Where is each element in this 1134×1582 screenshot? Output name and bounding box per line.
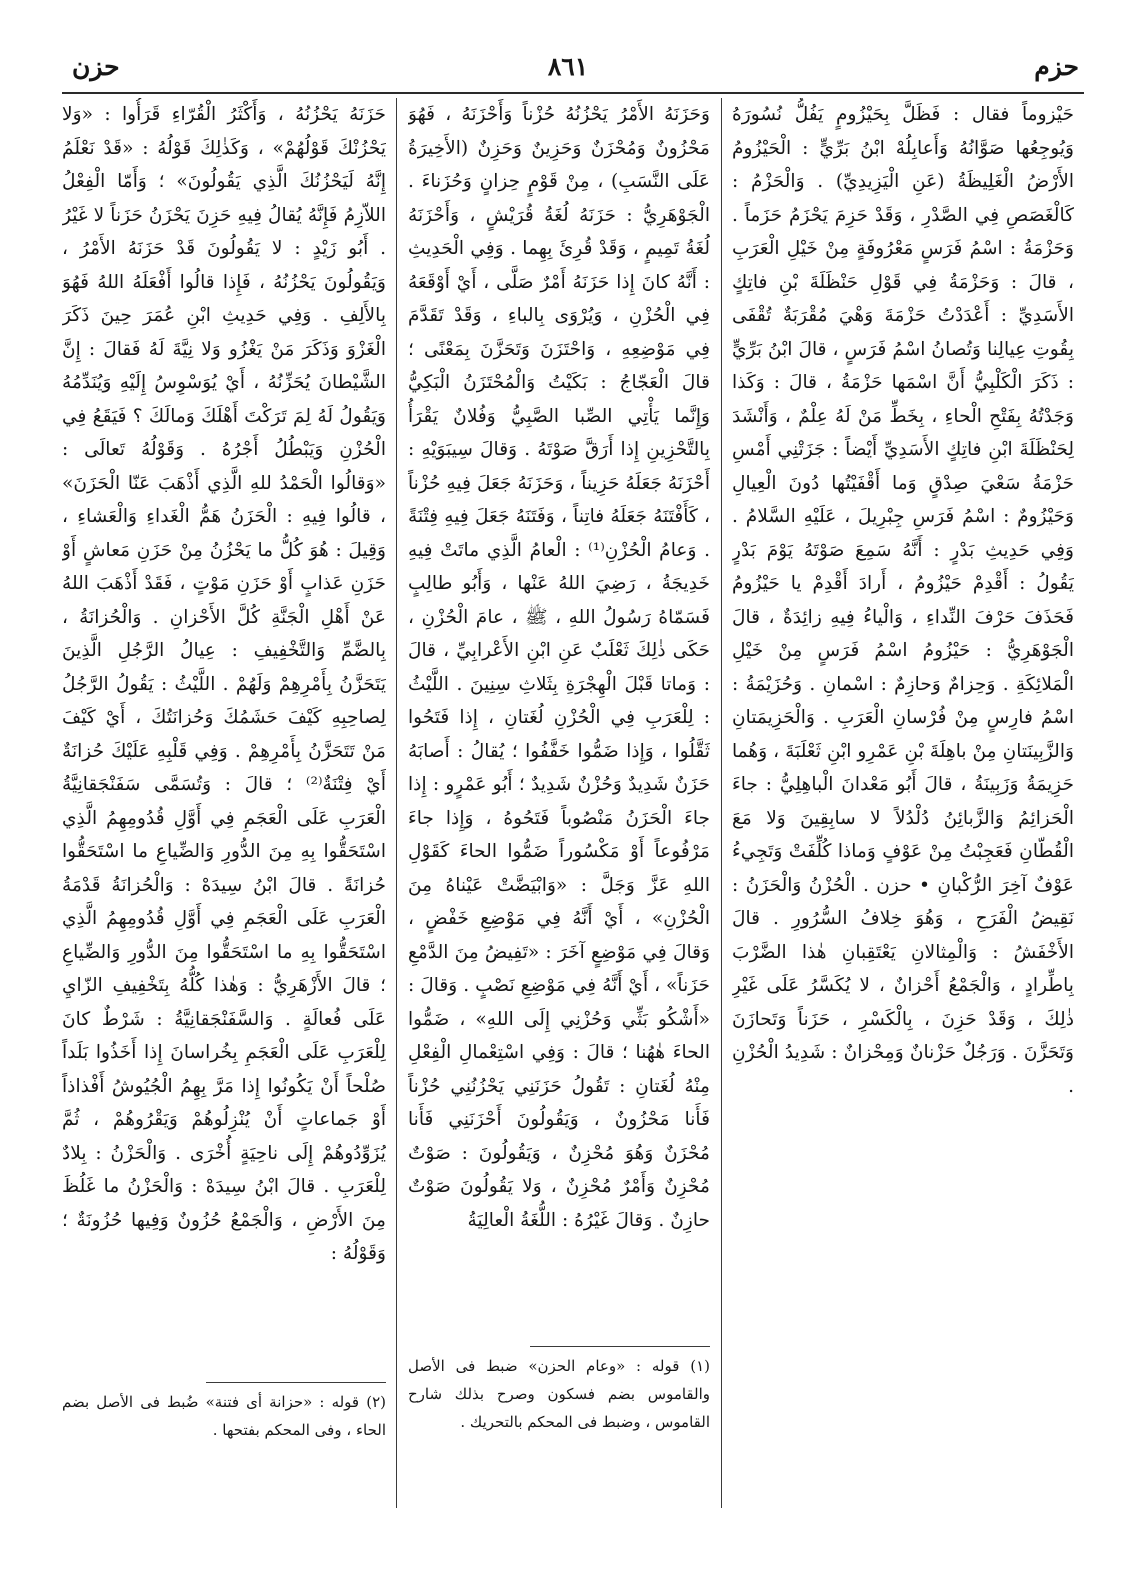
column-divider-left: [396, 98, 397, 1508]
footnote-rule-left: [206, 1382, 386, 1383]
header-rule: [62, 92, 1084, 94]
column-right: [732, 98, 1074, 1508]
header-right-word: حزم: [1034, 52, 1079, 81]
column-left: [62, 98, 386, 1368]
header-left-word: حزن: [72, 52, 120, 81]
footnote-left: (٢) قوله : «حزانة أى فتنة» ضُبط فى الأصل بضم الحاء ، وفى المحكم بفتحها .: [62, 1393, 386, 1439]
footnote-middle: (١) قوله : «وعام الحزن» ضبط فى الأصل والقاموس بضم فسكون وصرح بذلك شارح القاموس ، وضبط فى المحكم بالتحريك .: [408, 1357, 710, 1431]
footnote-rule-middle: [530, 1346, 710, 1347]
column-right-text: حَيْزوماً فقال : فَظَلَّ بِحَيْزُومٍ يَفُلُّ نُسُورَهُ وَيُوجِعُها صَوَّانُهُ وَأَعابِلُهْ ابْنُ بَرِّيٍّ : الْحَيْزُومُ الأَرْضُ الْغَلِيظَةُ (عَنِ الْيَزِيدِيِّ) . وَالْحَزْمُ : كَالْغَصَصِ فِي الصَّدْرِ ، وَقَدْ حَزِمَ يَحْزَمُ حَزَماً . وَحَزْمَةُ : اسْمُ فَرَسٍ مَعْرُوفَةٍ مِنْ خَيْلِ الْعَرَبِ ، قالَ : وَحَزْمَةُ فِي قَوْلِ حَنْظَلَةَ بْنِ فاتِكٍ الأَسَدِيِّ : أَعْدَدْتُ حَزْمَةَ وَهْيَ مُقْرَبَةٌ تُقْفَى بِقُوتِ عِيالِنا وَتُصانُ اسْمُ فَرَسٍ ، قالَ ابْنُ بَرِّيٍّ : ذَكَرَ الْكَلْبِيُّ أَنَّ اسْمَها حَزْمَةُ ، قالَ : وَكَذا وَجَدْتُهُ بِفَتْحِ الْحاءِ ، بِخَطِّ مَنْ لَهُ عِلْمٌ ، وَأَنْشَدَ لِحَنْظَلَةَ ابْنِ فاتِكٍ الأَسَدِيِّ أَيْضاً : جَزَتْنِي أَمْسِ حَزْمَةُ سَعْيَ صِدْقٍ وَما أَقْفَيْتُها دُونَ الْعِيالِ وَحَيْزُومٌ : اسْمُ فَرَسِ جِبْرِيلَ ، عَلَيْهِ السَّلامُ . وَفِي حَدِيثِ بَدْرٍ : أَنَّهُ سَمِعَ صَوْتَهُ يَوْمَ بَدْرٍ يَقُولُ : أَقْدِمْ حَيْزُومُ ، أَرادَ أَقْدِمْ يا حَيْزُومُ فَحَذَفَ حَرْفَ النِّداءِ ، وَالْياءُ فِيهِ زائِدَةٌ ، قالَ الْجَوْهَرِيُّ : حَيْزُومُ اسْمُ فَرَسٍ مِنْ خَيْلِ الْمَلائِكَةِ . وَحِزامٌ وَحازِمٌ : اسْمانِ . وَحُزَيْمَةُ : اسْمُ فارِسٍ مِنْ فُرْسانِ الْعَرَبِ . وَالْحَزِيمَتانِ وَالزَّبِينَتانِ مِنْ باهِلَةَ بْنِ عَمْرِو ابْنِ ثَعْلَبَةَ ، وَهُما حَزِيمَةُ وَزَبِينَةُ ، قالَ أَبُو مَعْدانَ الْباهِلِيُّ : جاءَ الْحَزائِمُ وَالزَّبائِنُ دُلْدُلاً لا سابِقِينَ وَلا مَعَ الْقُطّانِ فَعَجِبْتُ مِنْ عَوْفٍ وَماذا كُلِّفَتْ وَتَجِيءُ عَوْفٌ آخِرَ الرُّكْبانِ • حزن . الْحُزْنُ وَالْحَزَنُ : نَقِيضُ الْفَرَحِ ، وَهُوَ خِلافُ السُّرُورِ . قالَ الأَخْفَشُ : وَالْمِثالانِ يَعْتَقِبانِ هٰذا الضَّرْبَ بِاطِّرادٍ ، وَالْجَمْعُ أَحْزانٌ ، لا يُكَسَّرُ عَلَى غَيْرِ ذٰلِكَ ، وَقَدْ حَزِنَ ، بِالْكَسْرِ ، حَزَناً وَتَحازَنَ وَتَحَزَّنَ . وَرَجُلٌ حَزْنانٌ وَمِحْزانٌ : شَدِيدُ الْحُزْنِ .: [732, 104, 1074, 1097]
column-divider-right: [721, 98, 722, 1508]
page-number: ٨٦١: [547, 52, 589, 81]
column-middle: [408, 98, 710, 1333]
column-middle-text: وَحَزَنَهُ الأَمْرُ يَحْزُنُهُ حُزْناً وَأَحْزَنَهُ ، فَهُوَ مَحْزُونٌ وَمُحْزَنٌ وَحَزِينٌ وَحَزِنٌ (الأَخِيرَةُ عَلَى النَّسَبِ) ، مِنْ قَوْمٍ حِزانٍ وَحُزَناءَ . الْجَوْهَرِيُّ : حَزَنَهُ لُغَةُ قُرَيْشٍ ، وَأَحْزَنَهُ لُغَةُ تَمِيمٍ ، وَقَدْ قُرِئَ بِهِما . وَفِي الْحَدِيثِ : أَنَّهُ كانَ إِذا حَزَنَهُ أَمْرٌ صَلَّى ، أَيْ أَوْقَعَهُ فِي الْحُزْنِ ، وَيُرْوَى بِالباءِ ، وَقَدْ تَقَدَّمَ فِي مَوْضِعِهِ ، وَاحْتَزَنَ وَتَحَزَّنَ بِمَعْنًى ؛ قالَ الْعَجّاجُ : بَكَيْتُ وَالْمُحْتَزَنُ الْبَكِيُّ وَإِنَّما يَأْتِي الصِّبا الصَّبِيُّ وَفُلانٌ يَقْرَأُ بِالتَّحْزِينِ إِذا أَرَقَّ صَوْتَهُ . وَقالَ سِيبَوَيْهِ : أَحْزَنَهُ جَعَلَهُ حَزِيناً ، وَحَزَنَهُ جَعَلَ فِيهِ حُزْناً ، كَأَفْتَنَهُ جَعَلَهُ فاتِناً ، وَفَتَنَهُ جَعَلَ فِيهِ فِتْنَةً . وَعامُ الْحُزْنِ⁽¹⁾ : الْعامُ الَّذِي ماتَتْ فِيهِ خَدِيجَةُ ، رَضِيَ اللهُ عَنْها ، وَأَبُو طالِبٍ فَسَمّاهُ رَسُولُ اللهِ ، ﷺ ، عامَ الْحُزْنِ ، حَكَى ذٰلِكَ ثَعْلَبٌ عَنِ ابْنِ الأَعْرابِيِّ ، قالَ : وَماتا قَبْلَ الْهِجْرَةِ بِثَلاثِ سِنِينَ . اللَّيْثُ : لِلْعَرَبِ فِي الْحُزْنِ لُغَتانِ ، إِذا فَتَحُوا ثَقَّلُوا ، وَإِذا ضَمُّوا خَفَّفُوا ؛ يُقالُ : أَصابَهُ حَزَنٌ شَدِيدٌ وَحُزْنٌ شَدِيدٌ ؛ أَبُو عَمْرٍو : إِذا جاءَ الْحَزَنُ مَنْصُوباً فَتَحُوهُ ، وَإِذا جاءَ مَرْفُوعاً أَوْ مَكْسُوراً ضَمُّوا الحاءَ كَقَوْلِ اللهِ عَزَّ وَجَلَّ : «وَابْيَضَّتْ عَيْناهُ مِنَ الْحُزْنِ» ، أَيْ أَنَّهُ فِي مَوْضِعِ خَفْضٍ ، وَقالَ فِي مَوْضِعٍ آخَرَ : «تَفِيضُ مِنَ الدَّمْعِ حَزَناً» ، أَيْ أَنَّهُ فِي مَوْضِعِ نَصْبٍ . وَقالَ : «أَشْكُو بَثِّي وَحُزْنِي إِلَى اللهِ» ، ضَمُّوا الحاءَ هٰهُنا ؛ قالَ : وَفِي اسْتِعْمالِ الْفِعْلِ مِنْهُ لُغَتانِ : تَقُولُ حَزَنَنِي يَحْزُنُنِي حُزْناً فَأَنا مَحْزُونٌ ، وَيَقُولُونَ أَحْزَنَنِي فَأَنا مُحْزَنٌ وَهُوَ مُحْزِنٌ ، وَيَقُولُونَ : صَوْتٌ مُحْزِنٌ وَأَمْرٌ مُحْزِنٌ ، وَلا يَقُولُونَ صَوْتٌ حازِنٌ . وَقالَ غَيْرُهُ : اللُّغَةُ الْعالِيَةُ: [408, 104, 710, 1231]
column-left-text: حَزَنَهُ يَحْزُنُهُ ، وَأَكْثَرُ الْقُرّاءِ قَرَأُوا : «وَلا يَحْزُنْكَ قَوْلُهُمْ» ، وَكَذٰلِكَ قَوْلُهُ : «قَدْ نَعْلَمُ إِنَّهُ لَيَحْزُنُكَ الَّذِي يَقُولُونَ» ؛ وَأَمّا الْفِعْلُ اللاّزِمُ فَإِنَّهُ يُقالُ فِيهِ حَزِنَ يَحْزَنُ حَزَناً لا غَيْرُ . أَبُو زَيْدٍ : لا يَقُولُونَ قَدْ حَزَنَهُ الأَمْرُ ، وَيَقُولُونَ يَحْزُنُهُ ، فَإِذا قالُوا أَفْعَلَهُ اللهُ فَهُوَ بِالأَلِفِ . وَفِي حَدِيثِ ابْنِ عُمَرَ حِينَ ذَكَرَ الْغَزْوَ وَذَكَرَ مَنْ يَغْزُو وَلا نِيَّةَ لَهُ فَقالَ : إِنَّ الشَّيْطانَ يُحَزِّنُهُ ، أَيْ يُوَسْوِسُ إِلَيْهِ وَيُنَدِّمُهُ وَيَقُولُ لَهُ لِمَ تَرَكْتَ أَهْلَكَ وَمالَكَ ؟ فَيَقَعُ فِي الْحُزْنِ وَيَبْطُلُ أَجْرُهُ . وَقَوْلُهُ تَعالَى : «وَقالُوا الْحَمْدُ للهِ الَّذِي أَذْهَبَ عَنّا الْحَزَنَ» ، قالُوا فِيهِ : الْحَزَنُ هَمُّ الْغَداءِ وَالْعَشاءِ ، وَقِيلَ : هُوَ كُلُّ ما يَحْزُنُ مِنْ حَزَنِ مَعاشٍ أَوْ حَزَنِ عَذابٍ أَوْ حَزَنِ مَوْتٍ ، فَقَدْ أَذْهَبَ اللهُ عَنْ أَهْلِ الْجَنَّةِ كُلَّ الأَحْزانِ . وَالْحُزانَةُ ، بِالضَّمِّ وَالتَّخْفِيفِ : عِيالُ الرَّجُلِ الَّذِينَ يَتَحَزَّنُ بِأَمْرِهِمْ وَلَهُمْ . اللَّيْثُ : يَقُولُ الرَّجُلُ لِصاحِبِهِ كَيْفَ حَشَمُكَ وَحُزانَتُكَ ، أَيْ كَيْفَ مَنْ تَتَحَزَّنُ بِأَمْرِهِمْ . وَفِي قَلْبِهِ عَلَيْكَ حُزانَةٌ أَيْ فِتْنَةٌ⁽²⁾ ؛ قالَ : وَتُسَمَّى سَفَنْجَقانِيَّةُ الْعَرَبِ عَلَى الْعَجَمِ فِي أَوَّلِ قُدُومِهِمُ الَّذِي اسْتَحَقُّوا بِهِ مِنَ الدُّورِ وَالضِّياعِ ما اسْتَحَقُّوا حُزانَةً . قالَ ابْنُ سِيدَهْ : وَالْحُزانَةُ قَدْمَةُ الْعَرَبِ عَلَى الْعَجَمِ فِي أَوَّلِ قُدُومِهِمُ الَّذِي اسْتَحَقُّوا بِهِ ما اسْتَحَقُّوا مِنَ الدُّورِ وَالضِّياعِ ؛ قالَ الأَزْهَرِيُّ : وَهٰذا كُلُّهُ بِتَخْفِيفِ الزّايِ عَلَى فُعالَةٍ . وَالسَّفَنْجَقانِيَّةُ : شَرْطٌ كانَ لِلْعَرَبِ عَلَى الْعَجَمِ بِخُراسانَ إِذا أَخَذُوا بَلَداً صُلْحاً أَنْ يَكُونُوا إِذا مَرَّ بِهِمُ الْجُيُوشُ أَفْذاذاً أَوْ جَماعاتٍ أَنْ يُنْزِلُوهُمْ وَيَقْرُوهُمْ ، ثُمَّ يُزَوِّدُوهُمْ إِلَى ناحِيَةٍ أُخْرَى . وَالْحَزْنُ : بِلادٌ لِلْعَرَبِ . قالَ ابْنُ سِيدَهْ : وَالْحَزْنُ ما غَلُظَ مِنَ الأَرْضِ ، وَالْجَمْعُ حُزُونٌ وَفِيها حُزُونَةٌ ؛ وَقَوْلُهُ :: [62, 104, 386, 1264]
